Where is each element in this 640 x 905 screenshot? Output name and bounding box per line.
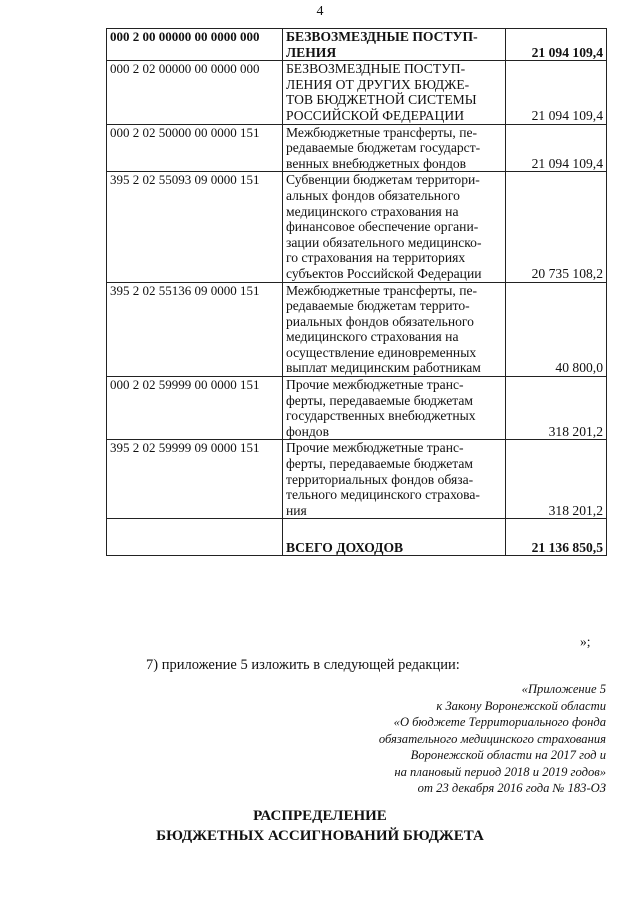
revenue-name-line: выплат медицинским работникам bbox=[286, 360, 481, 376]
revenue-name-line: медицинского страхования на bbox=[286, 203, 459, 219]
budget-code-cell: 000 2 02 00000 00 0000 000 bbox=[107, 61, 283, 124]
closing-quote: »; bbox=[580, 634, 591, 649]
budget-code-cell: 395 2 02 59999 09 0000 151 bbox=[107, 440, 283, 519]
revenue-name-line: БЕЗВОЗМЕЗДНЫЕ ПОСТУП- bbox=[286, 61, 466, 77]
budget-code-cell: 000 2 02 59999 00 0000 151 bbox=[107, 377, 283, 440]
revenue-name-line: риальных фондов обязательного bbox=[286, 313, 474, 329]
table-row bbox=[107, 282, 607, 377]
revenue-name-cell bbox=[283, 172, 506, 282]
revenue-name-line: зации обязательного медицинско- bbox=[286, 234, 482, 250]
revenue-name-line: БЕЗВОЗМЕЗДНЫЕ ПОСТУП- bbox=[286, 29, 478, 44]
revenue-name-line: редаваемые бюджетам государст- bbox=[286, 140, 481, 156]
total-row bbox=[107, 519, 607, 556]
amount-cell: 20 735 108,2 bbox=[506, 172, 607, 282]
revenue-name-line: РОССИЙСКОЙ ФЕДЕРАЦИИ bbox=[286, 107, 465, 123]
total-label-cell: ВСЕГО ДОХОДОВ bbox=[283, 519, 506, 556]
amendment-instruction: 7) приложение 5 изложить в следующей редакции: bbox=[146, 657, 460, 673]
revenue-name-line: ТОВ БЮДЖЕТНОЙ СИСТЕМЫ bbox=[286, 92, 477, 108]
appendix-reference bbox=[276, 681, 606, 797]
section-heading bbox=[0, 806, 640, 846]
revenue-name-line: финансовое обеспечение органи- bbox=[286, 219, 479, 235]
revenue-table bbox=[106, 28, 607, 556]
revenue-table-body bbox=[107, 29, 607, 556]
heading-line-2: БЮДЖЕТНЫХ АССИГНОВАНИЙ БЮДЖЕТА bbox=[156, 828, 484, 844]
revenue-name-line: ферты, передаваемые бюджетам bbox=[286, 392, 473, 408]
table-row bbox=[107, 377, 607, 440]
revenue-name-cell bbox=[283, 440, 506, 519]
revenue-name-line: государственных внебюджетных bbox=[286, 408, 476, 424]
revenue-name-line: фондов bbox=[286, 423, 330, 439]
appendix-line: обязательного медицинского страхования bbox=[378, 731, 606, 746]
budget-code-cell: 395 2 02 55093 09 0000 151 bbox=[107, 172, 283, 282]
total-amount-cell: 21 136 850,5 bbox=[506, 519, 607, 556]
revenue-name-cell bbox=[283, 282, 506, 377]
amount-cell: 21 094 109,4 bbox=[506, 124, 607, 172]
revenue-name-line: венных внебюджетных фондов bbox=[286, 155, 467, 171]
appendix-line: к Закону Воронежской области bbox=[436, 698, 606, 713]
budget-code-cell: 000 2 02 50000 00 0000 151 bbox=[107, 124, 283, 172]
amount-cell: 21 094 109,4 bbox=[506, 29, 607, 61]
heading-line-1: РАСПРЕДЕЛЕНИЕ bbox=[253, 808, 387, 824]
appendix-line: на плановый период 2018 и 2019 годов» bbox=[394, 764, 606, 779]
revenue-name-line: Прочие межбюджетные транс- bbox=[286, 377, 464, 393]
table-row bbox=[107, 440, 607, 519]
table-row bbox=[107, 61, 607, 124]
amount-cell: 318 201,2 bbox=[506, 440, 607, 519]
revenue-name-line: Субвенции бюджетам территори- bbox=[286, 172, 480, 188]
revenue-name-line: альных фондов обязательного bbox=[286, 187, 460, 203]
table-row bbox=[107, 124, 607, 172]
appendix-line: Воронежской области на 2017 год и bbox=[410, 748, 606, 762]
revenue-name-line: Прочие межбюджетные транс- bbox=[286, 440, 464, 456]
page-number: 4 bbox=[316, 4, 324, 19]
total-code-cell bbox=[107, 519, 283, 556]
revenue-name-line: ЛЕНИЯ bbox=[286, 44, 337, 60]
table-row bbox=[107, 172, 607, 282]
revenue-name-cell bbox=[283, 377, 506, 440]
revenue-name-line: субъектов Российской Федерации bbox=[286, 265, 482, 281]
budget-code-cell: 000 2 00 00000 00 0000 000 bbox=[107, 29, 283, 61]
revenue-name-line: Межбюджетные трансферты, пе- bbox=[286, 124, 478, 140]
revenue-name-cell bbox=[283, 61, 506, 124]
appendix-line: «О бюджете Территориального фонда bbox=[393, 715, 606, 729]
revenue-name-line: Межбюджетные трансферты, пе- bbox=[286, 282, 478, 298]
revenue-name-line: тельного медицинского страхова- bbox=[286, 487, 480, 503]
table-row bbox=[107, 29, 607, 61]
revenue-name-line: редаваемые бюджетам террито- bbox=[286, 298, 470, 314]
appendix-line: «Приложение 5 bbox=[521, 682, 606, 696]
revenue-name-cell bbox=[283, 29, 506, 61]
revenue-name-cell bbox=[283, 124, 506, 172]
revenue-name-line: осуществление единовременных bbox=[286, 344, 477, 360]
amount-cell: 21 094 109,4 bbox=[506, 61, 607, 124]
revenue-name-line: ЛЕНИЯ ОТ ДРУГИХ БЮДЖЕ- bbox=[286, 76, 470, 92]
revenue-name-line: территориальных фондов обяза- bbox=[286, 471, 474, 487]
revenue-name-line: ферты, передаваемые бюджетам bbox=[286, 456, 473, 472]
budget-code-cell: 395 2 02 55136 09 0000 151 bbox=[107, 282, 283, 377]
revenue-name-line: го страхования на территориях bbox=[286, 250, 466, 266]
amount-cell: 318 201,2 bbox=[506, 377, 607, 440]
revenue-name-line: медицинского страхования на bbox=[286, 329, 459, 345]
amount-cell: 40 800,0 bbox=[506, 282, 607, 377]
revenue-name-line: ния bbox=[286, 502, 307, 518]
appendix-line: от 23 декабря 2016 года № 183-ОЗ bbox=[417, 781, 606, 795]
